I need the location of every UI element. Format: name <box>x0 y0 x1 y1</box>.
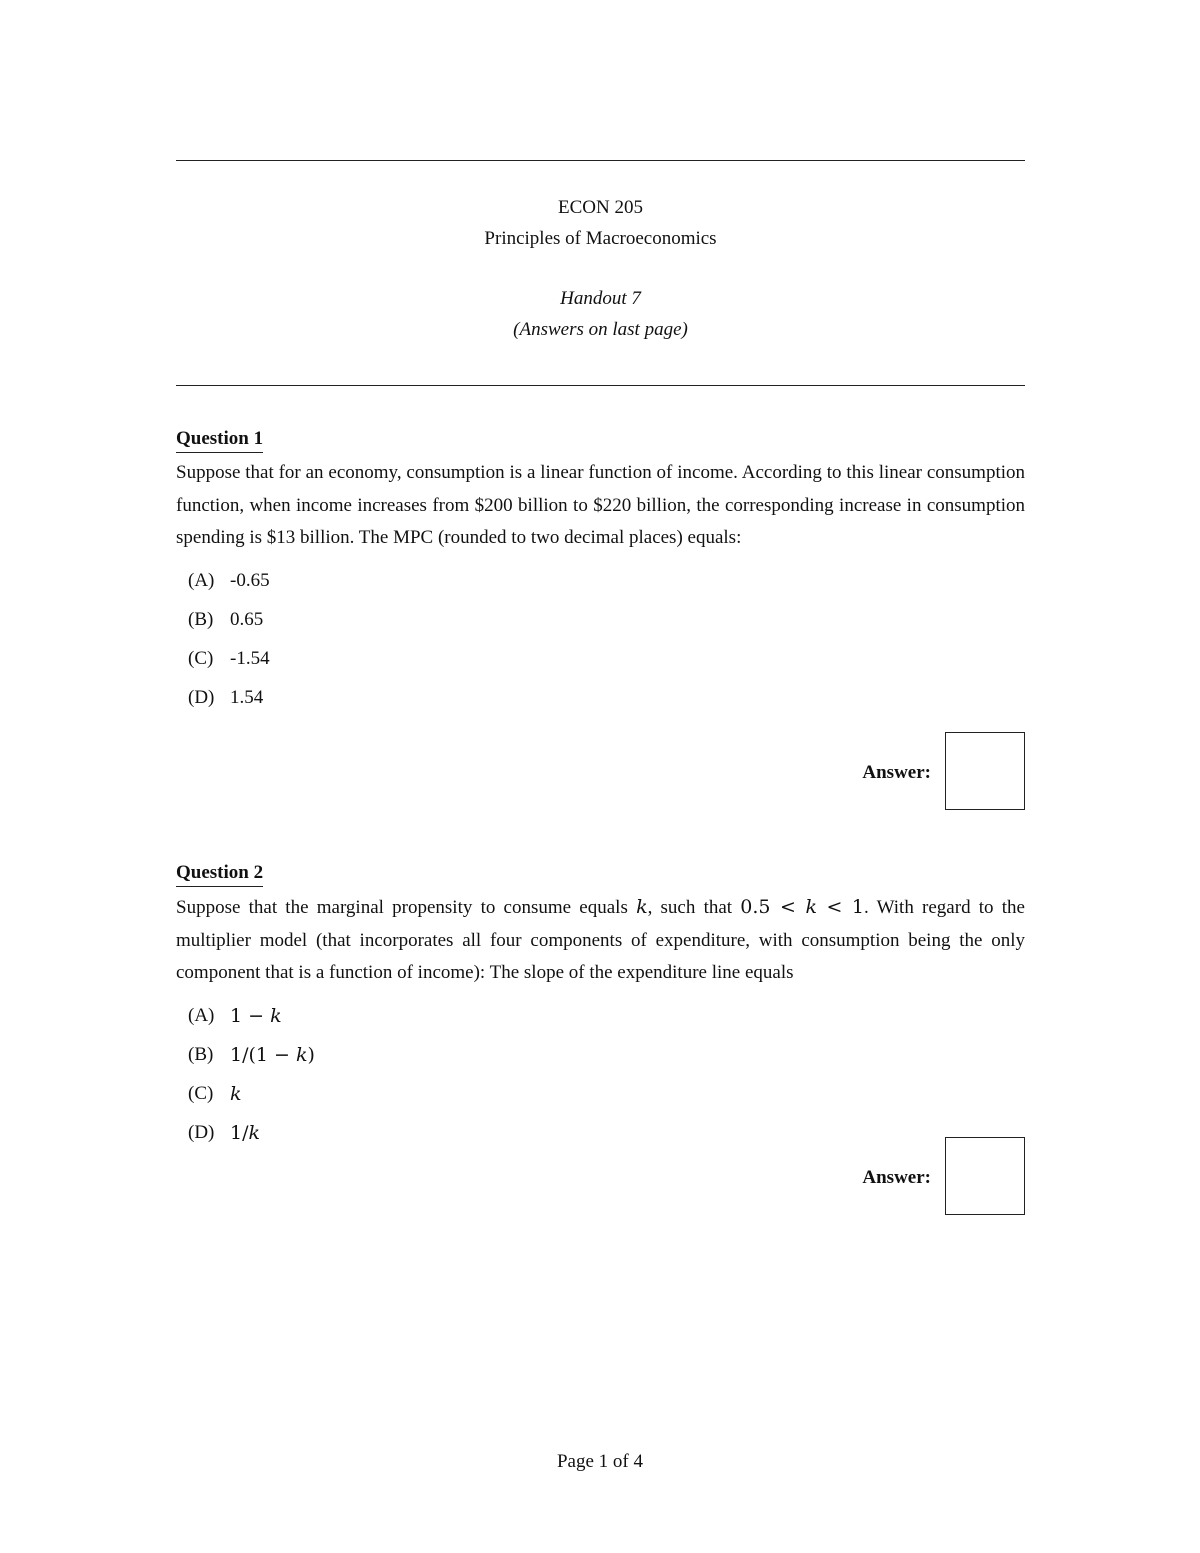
text-segment: . With regard to the multiplier model (that incorporates all four components of expenditure, with consumption being the only component that is a function of income): The slope of the expenditure line equals <box>176 897 1025 983</box>
option-letter: (C) <box>188 648 214 669</box>
question-2-option-b <box>188 1036 1025 1075</box>
math-variable: k <box>636 896 648 918</box>
option-letter: (D) <box>188 1122 215 1143</box>
option-letter: (B) <box>188 1044 214 1065</box>
option-letter: (A) <box>188 1005 215 1026</box>
question-2-option-a <box>188 997 1025 1036</box>
header-bottom-rule <box>176 385 1025 386</box>
option-letter: (D) <box>188 687 215 708</box>
option-value: 1/k <box>230 1122 261 1144</box>
option-value: k <box>230 1083 242 1105</box>
question-1 <box>176 426 1025 718</box>
handout-title: Handout 7 <box>560 288 641 309</box>
math-inequality-left: 0.5 < <box>740 896 806 918</box>
option-letter: (C) <box>188 1083 214 1104</box>
question-2 <box>176 860 1025 1153</box>
math-variable: k <box>805 896 817 918</box>
option-value: 1.54 <box>230 687 264 708</box>
page-number: Page 1 of 4 <box>556 1451 643 1472</box>
question-2-option-c <box>188 1075 1025 1114</box>
question-1-title: Question 1 <box>176 426 263 453</box>
question-1-option-a <box>188 562 1025 601</box>
question-1-options <box>176 562 1025 718</box>
answer-box[interactable] <box>945 732 1025 810</box>
answer-label: Answer: <box>862 762 931 783</box>
option-letter: (A) <box>188 570 215 591</box>
text-segment: Suppose that the marginal propensity to consume equals <box>176 897 637 918</box>
question-2-answer <box>176 1137 1025 1217</box>
text-segment: , such that <box>647 897 741 918</box>
option-value: -0.65 <box>230 570 270 591</box>
course-title: Principles of Macroeconomics <box>484 228 717 249</box>
option-value: -1.54 <box>230 648 270 669</box>
document-header <box>176 192 1025 345</box>
math-inequality-right: < 1 <box>816 896 864 918</box>
answer-label: Answer: <box>862 1167 931 1188</box>
option-value: 0.65 <box>230 609 264 630</box>
option-letter: (B) <box>188 609 214 630</box>
option-value: 1 − k <box>230 1005 282 1027</box>
answer-box[interactable] <box>945 1137 1025 1215</box>
course-code: ECON 205 <box>558 197 643 218</box>
question-1-option-b <box>188 601 1025 640</box>
option-value: 1/(1 − k) <box>230 1044 315 1066</box>
question-2-title: Question 2 <box>176 860 263 887</box>
question-2-options <box>176 997 1025 1153</box>
answers-note: (Answers on last page) <box>513 319 688 340</box>
question-1-text: Suppose that for an economy, consumption is a linear function of income. According to this linear consumption function, when income increases from $200 billion to $220 billion, the corresponding increase in consumption spending is $13 billion. The MPC (rounded to two decimal places) equals: <box>176 462 1025 548</box>
question-1-option-c <box>188 640 1025 679</box>
header-top-rule <box>176 160 1025 161</box>
question-2-text <box>176 891 1025 990</box>
question-1-option-d <box>188 679 1025 718</box>
question-1-answer <box>176 732 1025 812</box>
